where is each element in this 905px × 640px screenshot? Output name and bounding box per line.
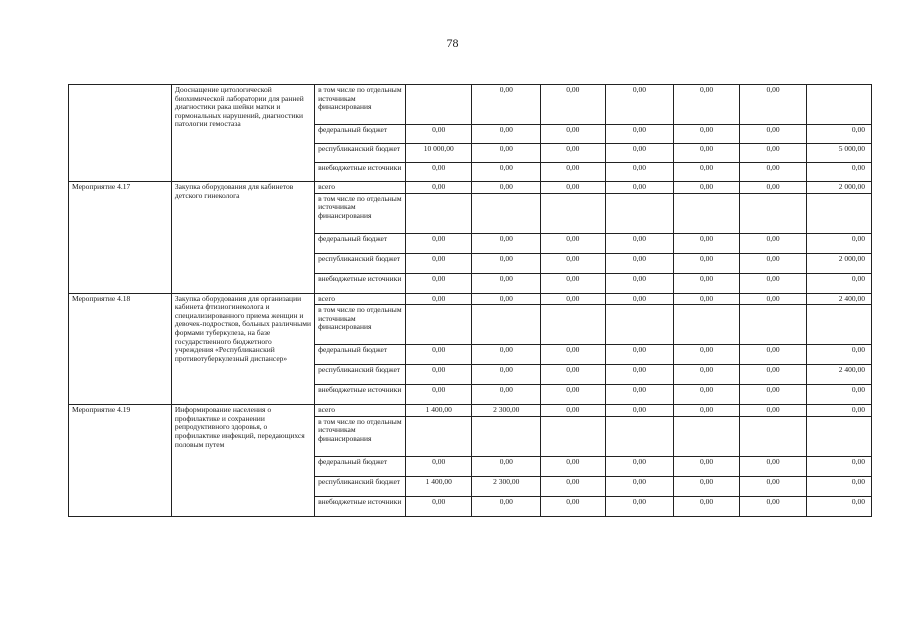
value-cell: 0,00 [472,365,541,385]
value-cell [472,193,541,233]
value-cell: 0,00 [674,345,740,365]
value-cell: 0,00 [807,273,872,293]
value-cell: 0,00 [541,456,606,476]
value-cell: 0,00 [807,405,872,417]
value-cell: 0,00 [472,85,541,125]
value-cell: 0,00 [605,496,674,516]
funding-source-cell: внебюджетные источники [315,385,406,405]
value-cell: 0,00 [605,385,674,405]
value-cell: 0,00 [472,496,541,516]
value-cell: 0,00 [472,163,541,182]
value-cell: 0,00 [605,345,674,365]
value-cell: 0,00 [605,273,674,293]
value-cell: 0,00 [807,345,872,365]
value-cell: 0,00 [405,385,472,405]
value-cell: 2 300,00 [472,405,541,417]
value-cell: 0,00 [405,125,472,144]
value-cell: 0,00 [674,125,740,144]
value-cell [674,193,740,233]
value-cell: 0,00 [541,182,606,194]
value-cell [405,305,472,345]
value-cell: 0,00 [739,476,807,496]
value-cell: 0,00 [405,253,472,273]
description-cell: Информирование населения о профилактике и сохранении репродуктивного здоровья, о профилактике инфекций, передающихся половым путем [171,405,314,517]
funding-source-cell: внебюджетные источники [315,496,406,516]
value-cell: 0,00 [472,273,541,293]
measure-cell [69,85,172,182]
measure-cell: Мероприятие 4.18 [69,293,172,405]
value-cell: 1 400,00 [405,405,472,417]
funding-source-cell: в том числе по отдельным источникам финансирования [315,416,406,456]
value-cell: 10 000,00 [405,144,472,163]
value-cell: 0,00 [605,293,674,305]
value-cell: 0,00 [405,182,472,194]
value-cell: 0,00 [472,345,541,365]
value-cell [807,416,872,456]
value-cell: 0,00 [605,144,674,163]
value-cell: 0,00 [674,476,740,496]
value-cell: 0,00 [541,144,606,163]
table-row [69,293,872,305]
description-cell: Закупка оборудования для кабинетов детского гинеколога [171,182,314,294]
value-cell: 0,00 [405,345,472,365]
value-cell: 0,00 [541,293,606,305]
value-cell: 0,00 [541,253,606,273]
value-cell: 0,00 [541,385,606,405]
value-cell: 0,00 [605,365,674,385]
value-cell: 0,00 [674,182,740,194]
budget-table [68,84,872,517]
value-cell: 0,00 [674,253,740,273]
table-body [69,85,872,517]
funding-source-cell: всего [315,182,406,194]
funding-source-cell: всего [315,405,406,417]
value-cell: 0,00 [739,293,807,305]
funding-source-cell: в том числе по отдельным источникам финансирования [315,85,406,125]
value-cell: 0,00 [605,85,674,125]
funding-source-cell: федеральный бюджет [315,345,406,365]
value-cell: 0,00 [541,496,606,516]
value-cell: 0,00 [605,456,674,476]
value-cell: 0,00 [739,182,807,194]
value-cell: 0,00 [541,85,606,125]
value-cell [674,416,740,456]
value-cell: 0,00 [674,385,740,405]
value-cell [674,305,740,345]
value-cell: 0,00 [739,85,807,125]
value-cell: 0,00 [674,233,740,253]
description-cell: Закупка оборудования для организации кабинета фтизиогинеколога и специализированного приема женщин и девочек-подростков, больных различными формами туберкулеза, на базе государственного бюджетного учреждения «Республиканский противотуберкулезный диспансер» [171,293,314,405]
value-cell: 0,00 [405,233,472,253]
value-cell: 0,00 [674,456,740,476]
funding-source-cell: федеральный бюджет [315,125,406,144]
value-cell: 0,00 [541,405,606,417]
value-cell: 0,00 [674,144,740,163]
funding-source-cell: федеральный бюджет [315,456,406,476]
value-cell: 0,00 [739,125,807,144]
value-cell [605,416,674,456]
value-cell: 0,00 [807,385,872,405]
value-cell [807,305,872,345]
value-cell: 0,00 [405,456,472,476]
value-cell: 0,00 [674,405,740,417]
value-cell: 0,00 [541,163,606,182]
value-cell [605,305,674,345]
value-cell: 0,00 [674,273,740,293]
funding-source-cell: федеральный бюджет [315,233,406,253]
value-cell [807,85,872,125]
value-cell [405,193,472,233]
value-cell [541,416,606,456]
page-number: 78 [446,36,459,50]
value-cell: 0,00 [674,163,740,182]
value-cell: 0,00 [472,233,541,253]
value-cell: 0,00 [541,273,606,293]
funding-source-cell: всего [315,293,406,305]
value-cell: 0,00 [472,456,541,476]
value-cell: 1 400,00 [405,476,472,496]
value-cell: 0,00 [541,365,606,385]
value-cell [472,416,541,456]
value-cell: 0,00 [605,163,674,182]
value-cell [605,193,674,233]
value-cell: 0,00 [739,345,807,365]
value-cell: 0,00 [807,125,872,144]
value-cell [541,193,606,233]
funding-source-cell: внебюджетные источники [315,163,406,182]
value-cell: 0,00 [405,496,472,516]
table-row [69,405,872,417]
value-cell: 0,00 [472,182,541,194]
value-cell: 2 300,00 [472,476,541,496]
value-cell: 0,00 [674,293,740,305]
description-cell: Дооснащение цитологической биохимической лаборатории для ранней диагностики рака шейки матки и гормональных нарушений, диагностики патологии гемостаза [171,85,314,182]
value-cell: 0,00 [807,476,872,496]
value-cell [807,193,872,233]
value-cell [472,305,541,345]
funding-source-cell: республиканский бюджет [315,144,406,163]
value-cell: 2 000,00 [807,253,872,273]
value-cell: 0,00 [739,163,807,182]
value-cell: 2 000,00 [807,182,872,194]
funding-source-cell: республиканский бюджет [315,365,406,385]
value-cell: 0,00 [605,233,674,253]
funding-source-cell: в том числе по отдельным источникам финансирования [315,193,406,233]
measure-cell: Мероприятие 4.19 [69,405,172,517]
value-cell: 0,00 [739,144,807,163]
value-cell: 0,00 [605,125,674,144]
value-cell: 2 400,00 [807,293,872,305]
value-cell: 5 000,00 [807,144,872,163]
value-cell: 0,00 [405,163,472,182]
value-cell: 0,00 [472,385,541,405]
value-cell: 0,00 [605,405,674,417]
value-cell: 0,00 [807,456,872,476]
value-cell [405,416,472,456]
value-cell: 0,00 [472,293,541,305]
table-row [69,182,872,194]
value-cell: 0,00 [739,253,807,273]
value-cell: 0,00 [807,496,872,516]
value-cell [541,305,606,345]
value-cell: 0,00 [739,385,807,405]
value-cell: 0,00 [674,85,740,125]
value-cell: 0,00 [541,125,606,144]
value-cell: 0,00 [739,365,807,385]
value-cell: 0,00 [674,365,740,385]
value-cell: 0,00 [739,273,807,293]
value-cell [739,305,807,345]
value-cell: 0,00 [541,233,606,253]
funding-source-cell: республиканский бюджет [315,253,406,273]
value-cell: 0,00 [472,144,541,163]
value-cell [405,85,472,125]
funding-source-cell: республиканский бюджет [315,476,406,496]
value-cell: 0,00 [472,253,541,273]
value-cell: 0,00 [405,365,472,385]
value-cell: 0,00 [739,405,807,417]
value-cell: 0,00 [541,476,606,496]
value-cell: 0,00 [472,125,541,144]
table-row [69,85,872,125]
value-cell: 0,00 [541,345,606,365]
value-cell: 0,00 [605,476,674,496]
value-cell: 0,00 [605,182,674,194]
measure-cell: Мероприятие 4.17 [69,182,172,294]
funding-source-cell: внебюджетные источники [315,273,406,293]
value-cell [739,416,807,456]
value-cell: 0,00 [405,293,472,305]
value-cell: 0,00 [807,163,872,182]
value-cell: 0,00 [739,496,807,516]
value-cell: 0,00 [807,233,872,253]
value-cell: 0,00 [605,253,674,273]
value-cell: 0,00 [739,233,807,253]
value-cell: 0,00 [674,496,740,516]
value-cell: 0,00 [405,273,472,293]
value-cell [739,193,807,233]
funding-source-cell: в том числе по отдельным источникам финансирования [315,305,406,345]
value-cell: 2 400,00 [807,365,872,385]
value-cell: 0,00 [739,456,807,476]
